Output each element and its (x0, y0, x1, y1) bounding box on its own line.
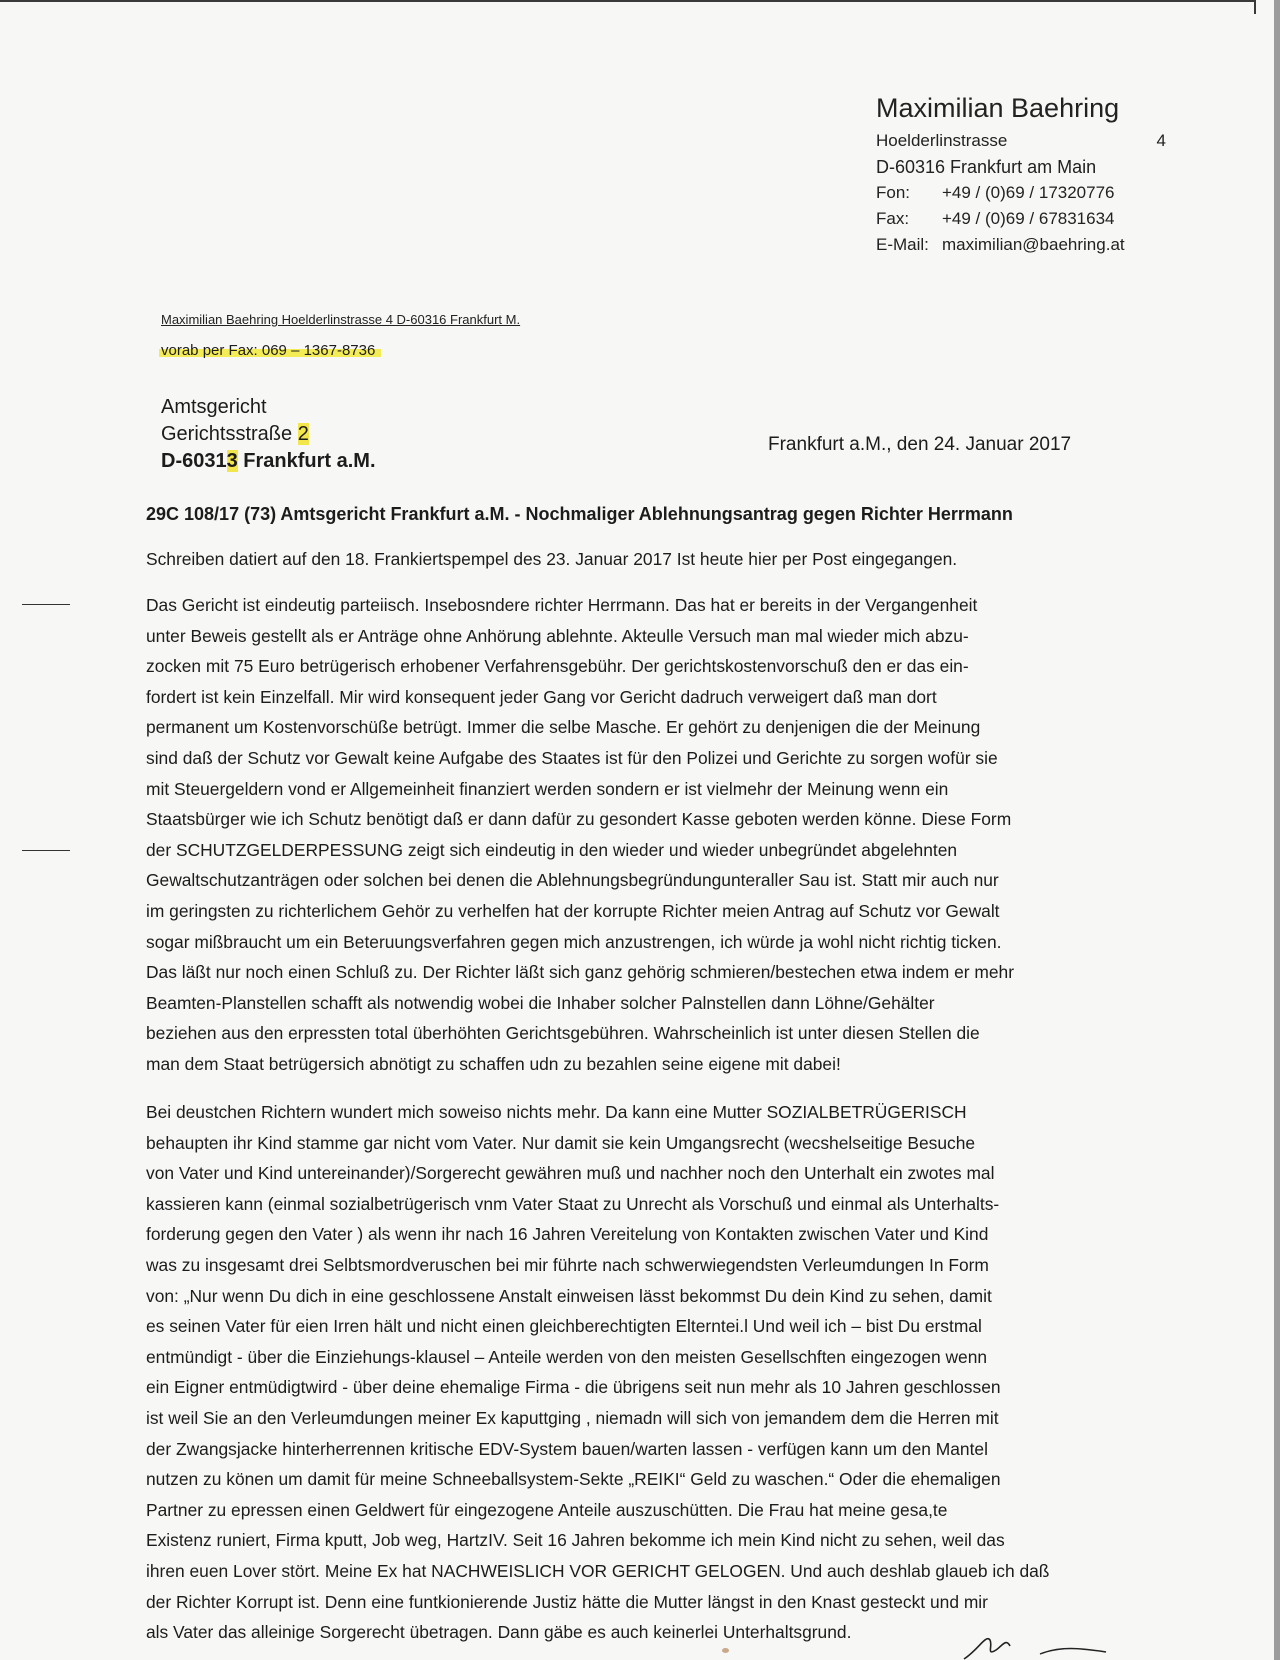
sender-phone: +49 / (0)69 / 17320776 (942, 183, 1115, 202)
sender-email-label: E-Mail: (876, 235, 929, 254)
fax-note: vorab per Fax: 069 – 1367-8736 (159, 342, 381, 359)
sender-block (876, 90, 1166, 258)
sender-street-row (876, 128, 1166, 154)
recipient-city-row (161, 448, 376, 475)
sender-email-row (876, 232, 1166, 258)
signature-stroke (960, 1626, 1110, 1660)
paragraph-family-case: Bei deustchen Richtern wundert mich soweiso nichts mehr. Da kann eine Mutter SOZIALBETRÜGERISCH behaupten ihr Kind stamme gar nicht vom Vater. Nur damit sie kein Umgangsrecht (wecshelseitige Besuche von Vater und Kind untereinander)/Sorgerecht gewähren muß und nachher noch den Unterhalt ein zwotes mal kassieren kann (einmal sozialbetrügerisch vnm Vater Staat zu Unrecht als Vorschuß und einmal als Unterhalts- forderung gegen den Vater ) als wenn ihr nach 16 Jahren Vereitelung von Kontakten zwischen Vater und Kind was zu insgesamt drei Selbtsmordveruschen bei mir führte nach schwerwiegendsten Verleumdungen In Form von: „Nur wenn Du dich in eine geschlossene Anstalt einweisen lässt bekommst Du dein Kind zu sehen, damit es seinen Vater für eien Irren hält und nicht einen gleichberechtigten Elterntei.l Und weil ich – bist Du erstmal entmündigt - über die Einziehungs-klausel – Anteile werden von den meisten Gesellschften eingezogen wenn ein Eigner entmüdigtwird - über deine ehemalige Firma - die übrigens seit nun mehr als 10 Jahren geschlossen ist weil Sie an den Verleumdungen meiner Ex kaputtging , niemadn will sich von jemandem dem die Herren mit der Zwangsjacke hinterherrennen kritische EDV-System bauen/warten lassen - verfügen kann um den Mantel nutzen zu könen um damit für meine Schneeballsystem-Sekte „REIKI“ Geld zu waschen.“ Oder die ehemaligen Partner zu epressen einen Geldwert für eingezogene Anteile auszuschütten. Die Frau hat meine gesa,te Existenz runiert, Firma kputt, Job weg, HartzIV. Seit 16 Jahren bekomme ich mein Kind nicht zu sehen, weil das ihren euen Lover stört. Meine Ex hat NACHWEISLICH VOR GERICHT GELOGEN. Und auch deshlab glaueb ich daß der Richter Korrupt ist. Denn eine funtkionierende Justiz hätte die Mutter längst in den Knast gesteckt und mir als Vater das alleinige Sorgerecht übetragen. Dann gäbe es auch keinerlei Unterhaltsgrund. (146, 1102, 1050, 1643)
paragraph-court-bias: Das Gericht ist eindeutig parteiisch. Insebosndere richter Herrmann. Das hat er bereits in der Vergangenheit unter Beweis gestellt als er Anträge ohne Anhörung ablehnte. Akteulle Versuch man mal wieder mich abzu- zocken mit 75 Euro betrügerisch erhobener Verfahrensgebühr. Der gerichtskostenvorschuß den er das ein- fordert ist kein Einzelfall. Mir wird konsequent jeder Gang vor Gericht dadruch verweigert daß man dort permanent um Kostenvorschüße betrügt. Immer die selbe Masche. Er gehört zu denjenigen die der Meinung sind daß der Schutz vor Gewalt keine Aufgabe des Staates ist für den Polizei und Gerichte zu sorgen wofür sie mit Steuergeldern vond er Allgemeinheit finanziert werden sondern er ist vielmehr der Meinung wenn ein Staatsbürger wie ich Schutz benötigt daß er dann dafür zu gesondert Kasse geboten werden könne. Diese Form der SCHUTZGELDERPESSUNG zeigt sich eindeutig in den wieder und wieder unbegründet abgelehnten Gewaltschutzanträgen oder solchen bei denen die Ablehnungsbegründungunteraller Sau ist. Statt mir auch nur im geringsten zu richterlichem Gehör zu verhelfen hat der korrupte Richter meien Antrag auf Schutz vor Gewalt sogar mißbraucht um ein Beteruungsverfahren gegen mich anzustrengen, ich würde ja wohl nicht richtig ticken. Das läßt nur noch einen Schluß zu. Der Richter läßt sich ganz gehörig schmieren/bestechen etwa indem er mehr Beamten-Planstellen schafft als notwendig wobei die Inhaber solcher Palnstellen dann Löhne/Gehälter beziehen aus den erpressten total überhöhten Gerichtsgebühren. Wahrscheinlich ist unter diesen Stellen die man dem Staat betrügersich abnötigt zu schaffen udn zu bezahlen seine eigene mit dabei! (146, 595, 1015, 1074)
page-top-edge (0, 0, 1256, 2)
sender-fax: +49 / (0)69 / 67831634 (942, 209, 1115, 228)
recipient-court: Amtsgericht (161, 396, 267, 418)
sender-fax-row (876, 206, 1166, 232)
recipient-street-number: 2 (297, 423, 309, 445)
subject-line: 29C 108/17 (73) Amtsgericht Frankfurt a.M. - Nochmaliger Ablehnungsantrag gegen Richter Herrmann (146, 504, 1013, 524)
return-address-line: Maximilian Baehring Hoelderlinstrasse 4 D-60316 Frankfurt M. (161, 312, 521, 327)
paper-speck (722, 1648, 729, 1653)
fold-mark-middle (22, 850, 70, 851)
recipient-zip-prefix: D-6031 (161, 450, 227, 472)
fold-mark-upper (22, 604, 70, 605)
sender-city: D-60316 Frankfurt am Main (876, 157, 1097, 177)
page-right-edge (1274, 0, 1280, 1660)
date-line: Frankfurt a.M., den 24. Januar 2017 (768, 434, 1072, 455)
sender-house-number: 4 (1156, 131, 1166, 150)
recipient-street: Gerichtsstraße (161, 423, 298, 445)
sender-phone-row (876, 180, 1166, 206)
sender-name: Maximilian Baehring (876, 93, 1120, 123)
sender-phone-label: Fon: (876, 183, 911, 202)
paragraph-received-note: Schreiben datiert auf den 18. Frankiertspempel des 23. Januar 2017 Ist heute hier per Post eingegangen. (146, 549, 958, 569)
recipient-city: Frankfurt a.M. (237, 450, 376, 472)
sender-street: Hoelderlinstrasse (876, 131, 1008, 150)
sender-email: maximilian@baehring.at (942, 235, 1125, 254)
recipient-block (161, 394, 376, 475)
recipient-zip-last-digit: 3 (226, 450, 238, 472)
recipient-street-row (161, 421, 376, 448)
sender-fax-label: Fax: (876, 209, 910, 228)
page-corner-mark (1254, 0, 1256, 14)
